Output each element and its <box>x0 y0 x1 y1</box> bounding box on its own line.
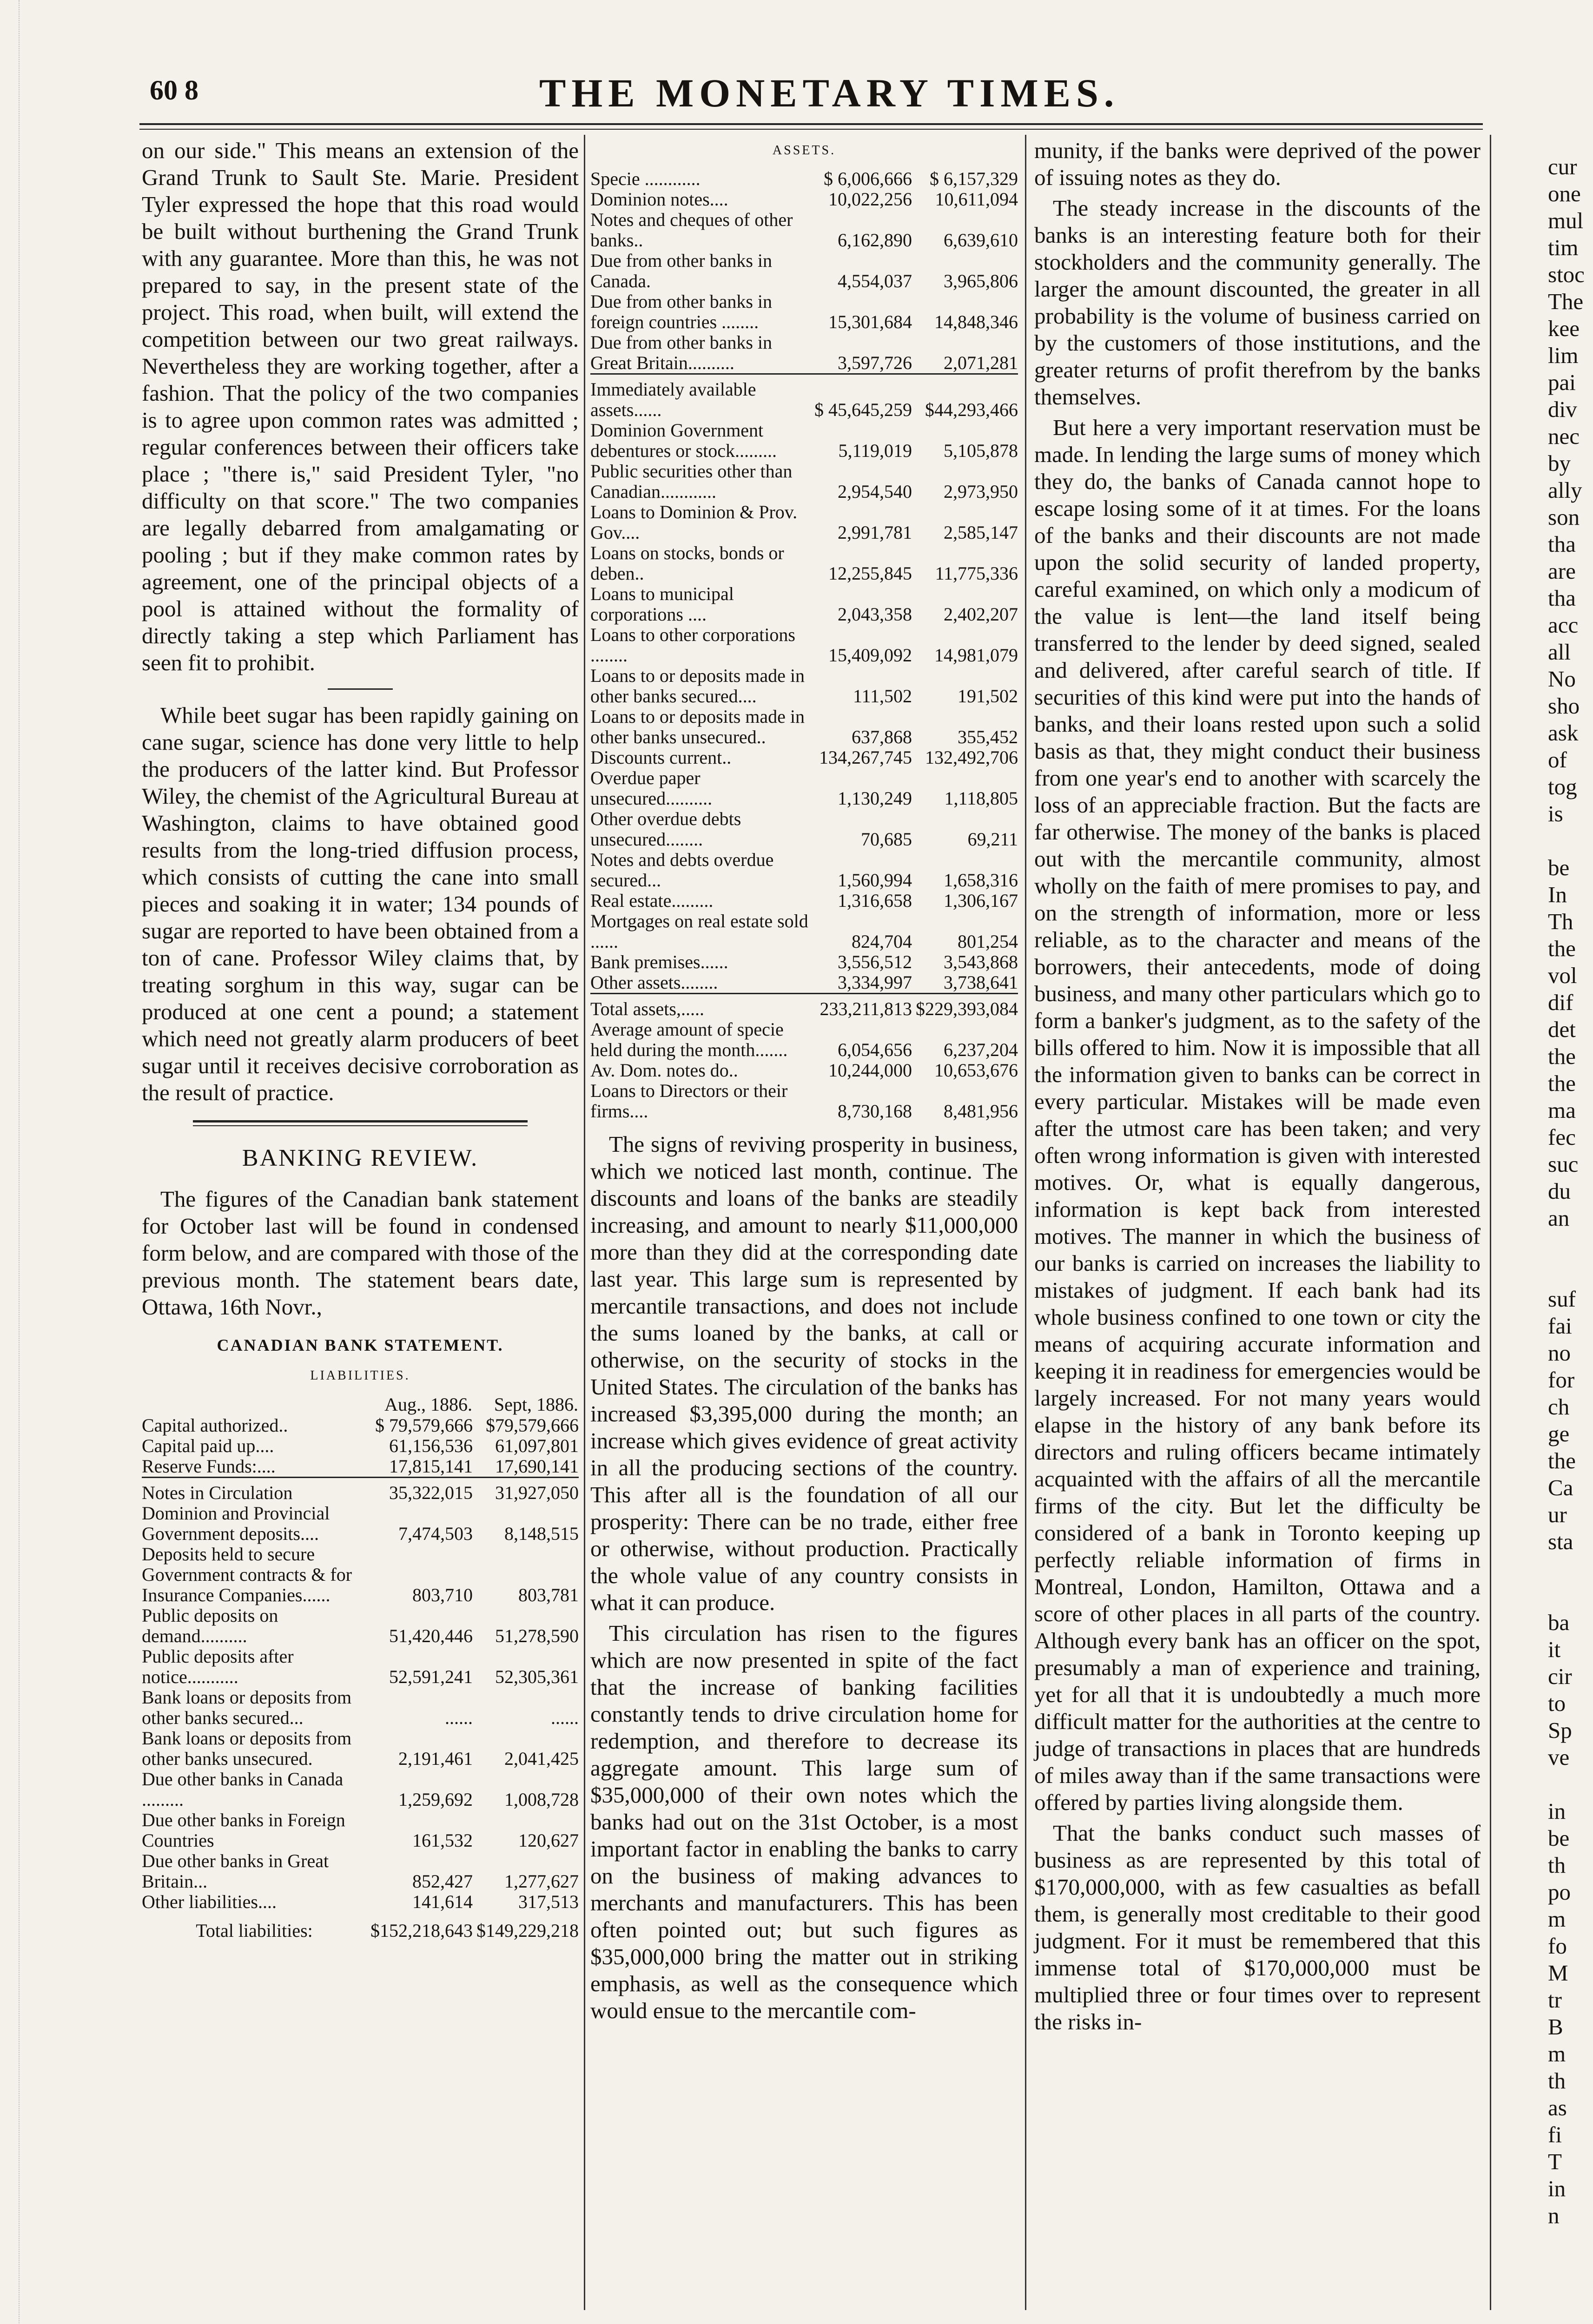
value-second: 3,738,641 <box>944 972 1018 993</box>
column-divider <box>1490 135 1491 2310</box>
value-second: 2,071,281 <box>944 352 1018 373</box>
fragment-line: it <box>1548 1637 1561 1662</box>
row-label: Other overdue debts unsecured........ <box>590 808 741 850</box>
fragment-line: det <box>1548 1017 1576 1042</box>
value-first: 637,868 <box>852 726 912 747</box>
value-first: 803,710 <box>412 1585 473 1605</box>
row-label: Reserve Funds:.... <box>142 1456 276 1477</box>
fragment-line: tog <box>1548 774 1577 799</box>
fragment-line <box>1548 1232 1593 1259</box>
fragment-line: Sp <box>1548 1717 1572 1743</box>
fragment-line: are <box>1548 558 1576 584</box>
table-row <box>590 210 1018 251</box>
value-first: 70,685 <box>861 829 912 850</box>
assets-title: ASSETS. <box>772 143 836 158</box>
row-label: Total assets,..... <box>590 994 811 1020</box>
value-first: 15,301,684 <box>828 311 912 332</box>
table-row <box>590 768 1018 809</box>
value-second: 1,658,316 <box>944 870 1018 891</box>
row-label: Real estate......... <box>590 890 714 911</box>
fragment-line: son <box>1548 504 1580 530</box>
table-row <box>590 169 1018 189</box>
row-label: Loans to municipal corporations .... <box>590 583 734 625</box>
fragment-line: kee <box>1548 316 1580 341</box>
table-title: CANADIAN BANK STATEMENT. <box>217 1336 504 1354</box>
fragment-line: by <box>1548 450 1571 476</box>
row-label: Deposits held to secure Government contracts & for Insurance Companies...... <box>142 1544 352 1605</box>
table-row <box>590 1060 1018 1081</box>
paragraph: munity, if the banks were deprived of the power of issuing notes as they do. <box>1034 138 1481 190</box>
value-first: 111,502 <box>853 686 912 706</box>
value-second: 1,008,728 <box>504 1789 579 1810</box>
fragment-line <box>1548 1771 1593 1798</box>
fragment-line: ma <box>1548 1097 1576 1123</box>
paragraph: The figures of the Canadian bank statement for October last will be found in condensed form below, and are compared with those of the previous month. The statement bears date, Ottawa, 16th Novr., <box>142 1186 579 1320</box>
value-second: $229,393,084 <box>912 994 1018 1020</box>
table-row <box>590 374 1018 421</box>
fragment-line: No <box>1548 666 1576 692</box>
value-first: 1,560,994 <box>838 870 912 891</box>
table-row <box>590 420 1018 461</box>
value-first: 10,244,000 <box>828 1060 912 1081</box>
value-first: 51,420,446 <box>389 1625 473 1646</box>
table-row <box>590 994 1018 1020</box>
paragraph: The steady increase in the discounts of the banks is an interesting feature both for their stockholders and the community generally. The larger the amount discounted, the greater in all probability is the volume of business carried on by the customers of those institutions, and the greater returns of profit therefrom by the banks themselves. <box>1034 195 1481 409</box>
value-first: 1,316,658 <box>838 890 912 911</box>
table-row <box>590 584 1018 625</box>
value-second: 14,981,079 <box>934 645 1018 666</box>
value-first: 5,119,019 <box>838 440 912 461</box>
value-second: 5,105,878 <box>944 440 1018 461</box>
total-label: Total liabilities: <box>196 1920 313 1941</box>
row-label: Due other banks in Great Britain... <box>142 1850 329 1892</box>
table-row <box>590 911 1018 952</box>
fragment-line: cir <box>1548 1664 1572 1689</box>
fragment-line: be <box>1548 855 1570 880</box>
paragraph: This circulation has risen to the figures which are now presented in spite of the fact that the increase of banking facilities constantly tends to drive circulation home for redemption, and therefore to decrease its aggregate amount. This large sum of $35,000,000 of their own notes which the banks had out on the 31st October, is a most important factor in enabling the banks to carry on the business of making advances to merchants and manufacturers. This has been often pointed out; but such figures as $35,000,000 bring the matter out in striking emphasis, as well as the consequence which would ensue to the mercantile com- <box>590 1620 1018 2023</box>
fragment-line: n <box>1548 2203 1560 2228</box>
fragment-line: no <box>1548 1340 1571 1366</box>
value-first: 3,334,997 <box>838 972 912 993</box>
table-row <box>142 1646 579 1687</box>
value-first: 8,730,168 <box>838 1101 912 1122</box>
value-second: 2,585,147 <box>944 522 1018 543</box>
value-first: $ 79,579,666 <box>375 1415 473 1436</box>
row-label: Capital authorized.. <box>142 1415 288 1436</box>
fragment-line: vol <box>1548 963 1577 988</box>
fragment-line: ba <box>1548 1610 1570 1635</box>
fragment-line: be <box>1548 1825 1570 1851</box>
fragment-line: M <box>1548 1960 1568 1986</box>
value-second: 51,278,590 <box>495 1625 579 1646</box>
value-second: 52,305,361 <box>495 1666 579 1687</box>
column-3 <box>1034 137 1481 2039</box>
value-second: 2,041,425 <box>504 1748 579 1769</box>
value-first: 6,162,890 <box>838 230 912 251</box>
value-second: 132,492,706 <box>925 747 1018 768</box>
value-first: 12,255,845 <box>828 563 912 584</box>
table-row <box>142 1456 579 1478</box>
row-label: Notes and debts overdue secured... <box>590 849 774 891</box>
table-row <box>142 1769 579 1810</box>
assets-table <box>590 169 1018 1122</box>
value-first: 52,591,241 <box>389 1666 473 1687</box>
value-second: 31,927,050 <box>473 1478 579 1504</box>
row-label: Public deposits on demand.......... <box>142 1605 278 1646</box>
value-second: 317,513 <box>518 1891 579 1912</box>
fragment-line: suc <box>1548 1151 1579 1177</box>
row-label: Overdue paper unsecured.......... <box>590 767 713 809</box>
value-first: 7,474,503 <box>398 1523 473 1544</box>
value-second: $44,293,466 <box>912 374 1018 421</box>
table-row <box>142 1436 579 1456</box>
row-label: Loans to other corporations ........ <box>590 624 795 666</box>
fragment-line: du <box>1548 1178 1571 1204</box>
paragraph: But here a very important reservation must be made. In lending the large sums of money which they do, the banks of Canada cannot hope to escape losing some of it at times. For the loans of the banks and their discounts are not made upon the solid security of landed property, careful examined, on which only a modicum of the value is lent—the land itself being transferred to the lender by deed signed, sealed and delivered, after careful search of title. If securities of this kind were put into the hands of banks, and their loans rested upon such a solid basis as that, they might conduct their business from one year's end to another with scarcely the loss of an appreciable fraction. But the facts are far otherwise. The money of the banks is placed out with the mercantile community, almost wholly on the faith of mere promises to pay, and on the strength of information, more or less reliable, as to the character and means of the borrowers, their antecedents, mode of doing business, and many other particulars which go to form a banker's judgment, as to the safety of the bills offered to him. Now it is impossible that all the information given to banks can be correct in every particular. Mistakes will be made even after the utmost care has been taken; and very often wrong information is given with interested motives. Or, what is equally dangerous, information is kept back from interested motives. The manner in which the business of our banks is carried on increases the liability to mistakes of judgment. If each bank had its whole business confined to one town or city the means of acquiring accurate information and keeping it in readiness for emergencies would be largely increased. For not many years would elapse in the history of any bank before its directors and ruling officers became intimately acquainted with the affairs of all the mercantile firms of the city. But let the difficulty be considered of a bank in Toronto keeping up perfectly reliable information of firms in Montreal, London, Hamilton, Ottawa and a score of other places in all parts of the country. Although every bank has an officer on the spot, presumably a man of experience and training, yet for all that it is undoubtedly a much more difficult matter for the authorities at the centre to judge of transactions in places that are hundreds of miles away than if the same transactions were offered by parties living alongside them. <box>1034 415 1481 1815</box>
fragment-line: m <box>1548 1906 1566 1932</box>
value-first: 3,597,726 <box>838 352 912 373</box>
value-second: 803,781 <box>518 1585 579 1605</box>
fragment-line: th <box>1548 1852 1566 1878</box>
row-label: Discounts current.. <box>590 747 732 768</box>
fragment-line: the <box>1548 1448 1576 1473</box>
row-label: Dominion notes.... <box>590 189 728 210</box>
fragment-line: dif <box>1548 990 1573 1015</box>
value-first: 2,043,358 <box>838 604 912 625</box>
table-row <box>590 189 1018 210</box>
section-title: BANKING REVIEW. <box>242 1145 479 1171</box>
fragment-line: for <box>1548 1367 1575 1393</box>
fragment-line: ask <box>1548 720 1579 746</box>
fragment-line: ur <box>1548 1502 1567 1527</box>
row-label: Other assets........ <box>590 972 718 993</box>
table-row <box>142 1415 579 1436</box>
column-divider <box>584 135 585 2310</box>
value-second: 3,965,806 <box>944 271 1018 291</box>
paragraph: That the banks conduct such masses of business as are represented by this total of $170,000,000, with as few casualties as befall them, is generally most creditable to their good judgment. For it must be remembered that this immense total of $170,000,000 must be multiplied three or four times over to represent the risks in- <box>1034 1820 1481 2034</box>
fragment-line <box>1548 827 1593 854</box>
row-label: Dominion and Provincial Government deposits.... <box>142 1503 330 1544</box>
row-label: Loans to or deposits made in other banks unsecured.. <box>590 706 805 747</box>
table-row <box>590 891 1018 911</box>
value-second: 11,775,336 <box>935 563 1018 584</box>
value-second: 6,639,610 <box>944 230 1018 251</box>
fragment-line: the <box>1548 936 1576 961</box>
value-first: 4,554,037 <box>838 271 912 291</box>
row-label: Loans to Directors or their firms.... <box>590 1080 788 1122</box>
value-second: 10,653,676 <box>934 1060 1018 1081</box>
table-row <box>142 1851 579 1892</box>
row-label: Due from other banks in foreign countries ........ <box>590 291 773 332</box>
table-row <box>590 666 1018 706</box>
table-row <box>590 332 1018 374</box>
value-second: 8,481,956 <box>944 1101 1018 1122</box>
value-first: 15,409,092 <box>828 645 912 666</box>
heavy-divider <box>193 1120 528 1126</box>
table-row <box>142 1687 579 1728</box>
row-label: Due from other banks in Canada. <box>590 250 773 291</box>
fragment-line: T <box>1548 2149 1562 2174</box>
section-divider <box>328 688 393 690</box>
value-first: 6,054,656 <box>838 1039 912 1060</box>
row-label: Other liabilities.... <box>142 1891 277 1912</box>
row-label: Bank premises...... <box>590 951 728 972</box>
liabilities-table <box>142 1394 579 1941</box>
table-row <box>590 747 1018 768</box>
table-row <box>590 251 1018 291</box>
row-label: Due other banks in Canada ......... <box>142 1769 344 1810</box>
value-first: 824,704 <box>852 931 912 952</box>
adjacent-page-fragment <box>1548 153 1593 2229</box>
paragraph: on our side." This means an extension of the Grand Trunk to Sault Ste. Marie. President Tyler expressed the hope that this road would be built without burthening the Grand Trunk with any guarantee. More than this, he was not prepared to say, in the present state of the project. This road, when built, will extend the competition between our two great railways. Nevertheless they are working together, after a fashion. That the policy of the two companies is to agree upon common rates was admitted ; regular conferences between their officers take place ; "there is," said President Tyler, "no difficulty on that score." The two companies are legally debarred from amalgamating or pooling ; but if they make common rates by agreement, one of the principal objects of a pool is attained without the formality of directly taking a step which Parliament has seen fit to prohibit. <box>142 138 579 675</box>
fragment-line: In <box>1548 882 1567 907</box>
table-row <box>590 291 1018 332</box>
row-label: Due other banks in Foreign Countries <box>142 1809 345 1851</box>
table-row <box>142 1810 579 1851</box>
row-label: Dominion Government debentures or stock......... <box>590 420 777 461</box>
fragment-line <box>1548 1259 1593 1286</box>
fragment-line: one <box>1548 181 1581 206</box>
fragment-line: The <box>1548 289 1584 314</box>
fragment-line: B <box>1548 2014 1563 2040</box>
value-first: 1,259,692 <box>398 1789 473 1810</box>
row-label: Loans on stocks, bonds or deben.. <box>590 542 784 584</box>
total-value: $152,218,643 <box>370 1920 473 1941</box>
fragment-line: an <box>1548 1205 1570 1231</box>
row-label: Capital paid up.... <box>142 1435 274 1456</box>
paragraph: The signs of reviving prosperity in business, which we noticed last month, continue. The discounts and loans of the banks are steadily increasing, and amount to nearly $11,000,000 more than they did at the corresponding date last year. This large sum is represented by mercantile transactions, and does not include the sums loaned by the banks, at call or otherwise, on the security of stocks in the United States. The circulation of the banks has increased $3,395,000 during the month; an increase which gives evidence of great activity in all the producing sections of the country. This after all is the foundation of all our prosperity: There can be no trade, either free or otherwise, without production. Practically the whole value of any country consists in what it can produce. <box>590 1131 1018 1615</box>
value-second: 69,211 <box>967 829 1018 850</box>
paragraph: While beet sugar has been rapidly gaining on cane sugar, science has done very little to help the producers of the latter kind. But Professor Wiley, the chemist of the Agricultural Bureau at Washington, claims to have obtained good results from the long-tried diffusion process, which consists of cutting the cane into small pieces and soaking it in water; 134 pounds of sugar are reported to have been obtained from a ton of cane. Professor Wiley claims that, by treating sorghum in this way, sugar can be produced at one cent a pound; a statement which need not greatly alarm producers of beet sugar until it receives decisive corroboration as the result of practice. <box>142 702 579 1105</box>
value-first: 10,022,256 <box>828 189 912 210</box>
table-row <box>590 461 1018 502</box>
fragment-line: th <box>1548 2068 1566 2093</box>
fragment-line: tha <box>1548 585 1576 611</box>
fragment-line <box>1548 1582 1593 1609</box>
value-first: 1,130,249 <box>838 788 912 809</box>
fragment-line: the <box>1548 1043 1576 1069</box>
row-label: Public securities other than Canadian............ <box>590 461 793 502</box>
row-label: Immediately available assets...... <box>590 374 811 421</box>
table-row <box>142 1728 579 1769</box>
value-first: 61,156,536 <box>389 1435 473 1456</box>
page-number: 60 8 <box>150 75 198 106</box>
table-row <box>142 1892 579 1912</box>
row-label: Specie ............ <box>590 168 701 189</box>
value-second: 6,237,204 <box>944 1039 1018 1060</box>
table-row <box>590 706 1018 747</box>
fragment-line: sho <box>1548 693 1580 719</box>
value-first: 3,556,512 <box>838 951 912 972</box>
row-label: Bank loans or deposits from other banks secured... <box>142 1687 352 1728</box>
value-first: 2,991,781 <box>838 522 912 543</box>
value-second: 120,627 <box>518 1830 579 1851</box>
table-row <box>142 1503 579 1544</box>
column-1 <box>142 137 579 1941</box>
fragment-line: to <box>1548 1690 1566 1716</box>
table-row <box>590 1019 1018 1060</box>
table-row <box>590 543 1018 584</box>
row-label: Average amount of specie held during the month....... <box>590 1019 788 1060</box>
masthead-title: THE MONETARY TIMES. <box>539 71 1120 115</box>
value-second: 1,306,167 <box>944 890 1018 911</box>
row-label: Loans to or deposits made in other banks secured.... <box>590 665 805 706</box>
fragment-line: stoc <box>1548 262 1585 287</box>
value-first: 161,532 <box>412 1830 473 1851</box>
value-second: 801,254 <box>958 931 1018 952</box>
value-second: 17,690,141 <box>495 1456 579 1477</box>
table-row <box>590 850 1018 891</box>
fragment-line: Ca <box>1548 1475 1573 1500</box>
value-second: 1,277,627 <box>504 1871 579 1892</box>
fragment-line: is <box>1548 801 1563 826</box>
binding-edge <box>0 0 20 2324</box>
total-value: $149,229,218 <box>476 1920 579 1941</box>
fragment-line: cur <box>1548 154 1577 179</box>
value-first: 2,191,461 <box>398 1748 473 1769</box>
value-second: 8,148,515 <box>504 1523 579 1544</box>
value-first: 233,211,813 <box>811 994 912 1020</box>
fragment-line: nec <box>1548 423 1580 449</box>
row-label: Bank loans or deposits from other banks unsecured. <box>142 1728 352 1769</box>
value-second: $79,579,666 <box>486 1415 579 1436</box>
value-second: $ 6,157,329 <box>930 168 1018 189</box>
table-row <box>590 1081 1018 1122</box>
fragment-line: sta <box>1548 1529 1573 1554</box>
value-first: 852,427 <box>412 1871 473 1892</box>
value-second: 2,402,207 <box>944 604 1018 625</box>
table-row <box>590 952 1018 972</box>
fragment-line: fec <box>1548 1124 1576 1150</box>
fragment-line: suf <box>1548 1286 1576 1312</box>
fragment-line: fai <box>1548 1313 1572 1339</box>
value-second: 14,848,346 <box>934 311 1018 332</box>
fragment-line: ally <box>1548 477 1582 503</box>
value-second: 191,502 <box>958 686 1018 706</box>
table-row <box>590 809 1018 850</box>
fragment-line <box>1548 1555 1593 1582</box>
value-first: $ 6,006,666 <box>824 168 912 189</box>
fragment-line: lim <box>1548 343 1579 368</box>
header-rule <box>139 123 1483 130</box>
fragment-line: fi <box>1548 2122 1562 2147</box>
fragment-line: fo <box>1548 1933 1567 1959</box>
value-second: ...... <box>551 1707 579 1728</box>
fragment-line: in <box>1548 1798 1566 1824</box>
fragment-line: pai <box>1548 370 1576 395</box>
fragment-line: div <box>1548 396 1577 422</box>
fragment-line: of <box>1548 747 1567 772</box>
row-label: Mortgages on real estate sold ...... <box>590 911 808 952</box>
fragment-line: m <box>1548 2041 1566 2067</box>
table-row <box>142 1544 579 1605</box>
row-label: Due from other banks in Great Britain.......... <box>590 332 773 373</box>
value-first: 17,815,141 <box>389 1456 473 1477</box>
table-row <box>590 625 1018 666</box>
value-first: 2,954,540 <box>838 481 912 502</box>
value-first: 35,322,015 <box>367 1478 473 1504</box>
row-label: Public deposits after notice........... <box>142 1646 294 1687</box>
value-second: 355,452 <box>958 726 1018 747</box>
table-row <box>590 502 1018 543</box>
fragment-line: as <box>1548 2095 1567 2120</box>
table-subtitle: LIABILITIES. <box>310 1368 410 1383</box>
fragment-line: po <box>1548 1879 1571 1905</box>
column-2 <box>590 137 1018 2028</box>
fragment-line: all <box>1548 639 1571 665</box>
value-first: 141,614 <box>412 1891 473 1912</box>
fragment-line: in <box>1548 2176 1566 2201</box>
value-second: 10,611,094 <box>935 189 1018 210</box>
fragment-line: the <box>1548 1070 1576 1096</box>
value-first: 134,267,745 <box>819 747 912 768</box>
value-second: 61,097,801 <box>495 1435 579 1456</box>
fragment-line: acc <box>1548 612 1579 638</box>
column-header: Aug., 1886. <box>384 1394 472 1415</box>
fragment-line: ve <box>1548 1744 1570 1770</box>
fragment-line: tim <box>1548 235 1579 260</box>
value-first: $ 45,645,259 <box>811 374 912 421</box>
row-label: Notes and cheques of other banks.. <box>590 209 793 251</box>
fragment-line: ch <box>1548 1394 1570 1419</box>
column-divider <box>1025 135 1026 2310</box>
fragment-line: tha <box>1548 531 1576 557</box>
fragment-line: tr <box>1548 1987 1562 2013</box>
column-header: Sept, 1886. <box>494 1394 578 1415</box>
row-label: Notes in Circulation <box>142 1478 367 1504</box>
fragment-line: Th <box>1548 909 1573 934</box>
row-label: Av. Dom. notes do.. <box>590 1060 738 1081</box>
value-second: 1,118,805 <box>944 788 1018 809</box>
row-label: Loans to Dominion & Prov. Gov.... <box>590 502 798 543</box>
value-second: 3,543,868 <box>944 951 1018 972</box>
table-row <box>590 972 1018 994</box>
table-row <box>142 1478 579 1504</box>
fragment-line: ge <box>1548 1421 1570 1446</box>
fragment-line: mul <box>1548 208 1584 233</box>
value-second: 2,973,950 <box>944 481 1018 502</box>
table-row <box>142 1605 579 1646</box>
value-first: ...... <box>445 1707 473 1728</box>
